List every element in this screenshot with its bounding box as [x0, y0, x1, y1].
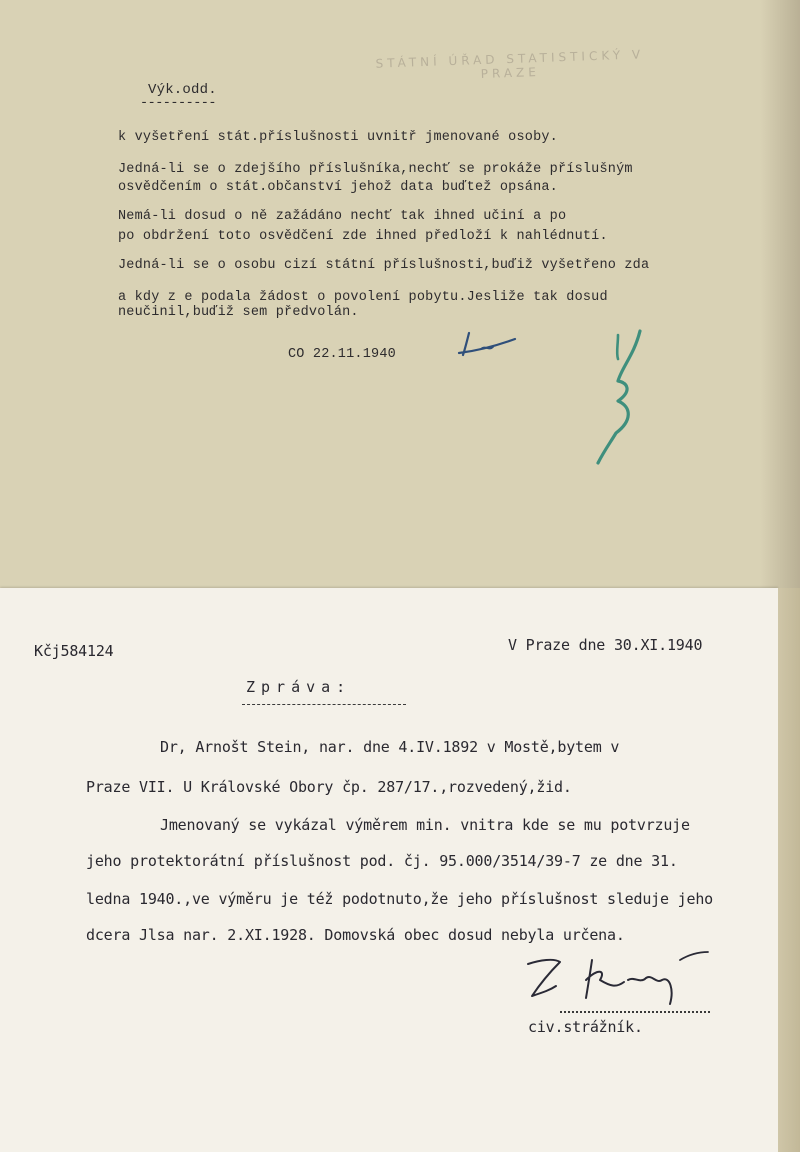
report-body-line: Praze VII. U Královské Obory čp. 287/17.,rozvedený,žid. [86, 778, 572, 796]
instruction-line: k vyšetření stát.příslušnosti uvnitř jmenované osoby. [118, 130, 558, 145]
instruction-line: osvědčením o stát.občanství jehož data buďtež opsána. [118, 180, 558, 195]
faded-stamp-text: STÁTNÍ ÚŘAD STATISTICKÝ V PRAZE [375, 47, 645, 82]
instruction-line: a kdy z e podala žádost o povolení pobytu.Jesliže tak dosud [118, 290, 608, 305]
instruction-line: Jedná-li se o zdejšího příslušníka,nechť se prokáže příslušným [118, 162, 633, 177]
instruction-line: Nemá-li dosud o ně zažádáno nechť tak ihned učiní a po [118, 209, 567, 224]
report-body-line: Dr, Arnošt Stein, nar. dne 4.IV.1892 v Mostě,bytem v [160, 738, 620, 756]
place-and-date: V Praze dne 30.XI.1940 [508, 636, 703, 654]
report-body-line: dcera Jlsa nar. 2.XI.1928. Domovská obec dosud nebyla určena. [86, 926, 625, 944]
report-body-line: ledna 1940.,ve výměru je též podotnuto,že jeho příslušnost sleduje jeho [86, 890, 713, 908]
heading-underline: ---------- [140, 96, 217, 111]
instruction-line: neučinil,buďiž sem předvolán. [118, 305, 359, 320]
signatory-title: civ.strážník. [528, 1018, 643, 1036]
report-title: Zpráva: [246, 678, 352, 696]
signature-dotted-line [560, 1011, 710, 1013]
sheet-edge [778, 588, 800, 1152]
instruction-line: Jedná-li se o osobu cizí státní příslušnosti,buďiž vyšetřeno zda [118, 258, 650, 273]
blue-initial-signature [455, 325, 525, 365]
title-underline [242, 704, 406, 705]
sheet-edge-shadow [760, 0, 800, 600]
report-body-line: Jmenovaný se vykázal výměrem min. vnitra kde se mu potvrzuje [160, 816, 690, 834]
officer-handwritten-signature [520, 950, 720, 1010]
top-date-line: CO 22.11.1940 [288, 347, 396, 362]
instruction-line: po obdržení toto osvědčení zde ihned předloží k nahlédnutí. [118, 229, 608, 244]
report-body-line: jeho protektorátní příslušnost pod. čj. 95.000/3514/39-7 ze dne 31. [86, 852, 678, 870]
report-document-sheet [0, 588, 778, 1152]
department-heading: Výk.odd. [148, 82, 217, 98]
green-initial-signature [588, 325, 658, 470]
reference-number: Kčj584124 [34, 642, 114, 660]
